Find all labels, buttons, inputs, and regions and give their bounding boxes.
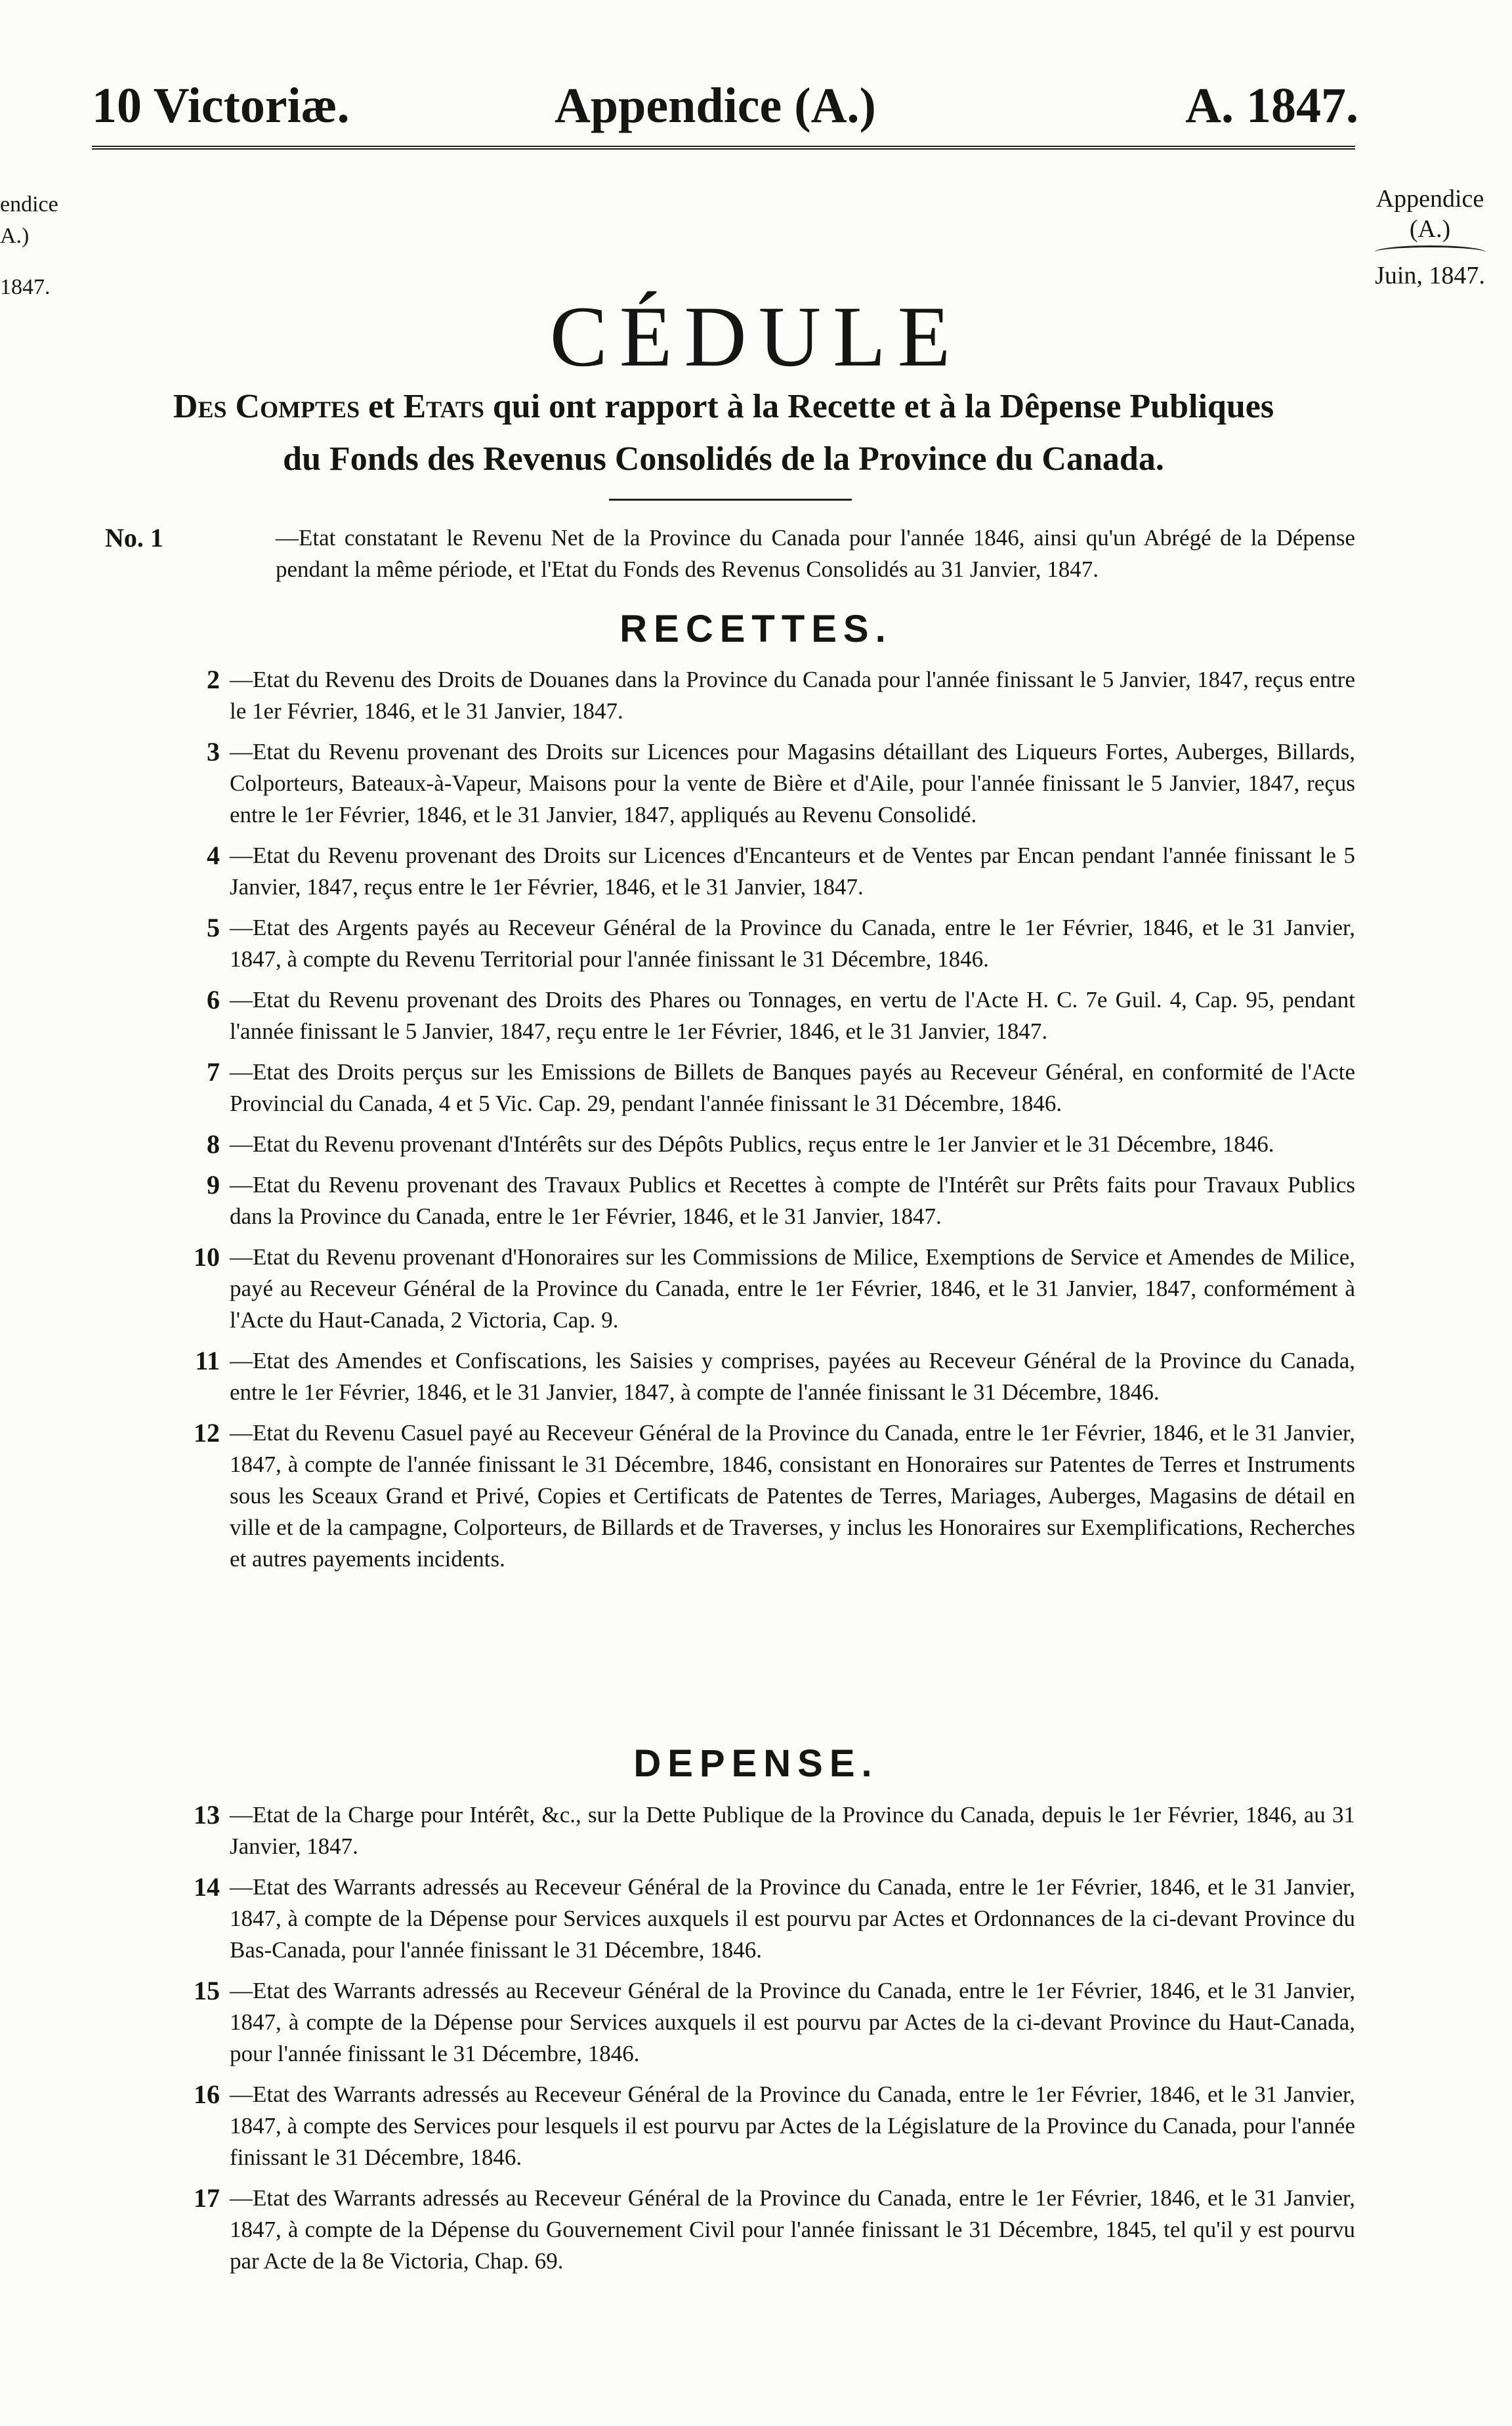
entry-number: No. 1 xyxy=(105,523,163,553)
entry-text: —Etat des Warrants adressés au Receveur Général de la Province du Canada, entre le 1er Février, 1846, et le 31 Janvier, 1847, à compte de la Dépense du Gouvernement Civil pour l'année finissant le 31 Décembre, 1845, tel qu'il y est pourvu par Acte de la 8e Victoria, Chap. 69. xyxy=(230,2185,1355,2274)
title-divider xyxy=(609,499,852,501)
right-margin-line1: Appendice xyxy=(1376,185,1484,213)
brace-icon xyxy=(1374,245,1486,259)
header-rule xyxy=(92,146,1355,150)
schedule-entry xyxy=(92,1872,1355,1966)
entry-text: —Etat du Revenu provenant des Travaux Publics et Recettes à compte de l'Intérêt sur Prêts faits pour Travaux Publics dans la Province du Canada, entre le 1er Février, 1846, et le 31 Janvier, 1847. xyxy=(230,1172,1355,1229)
right-margin-note xyxy=(1361,184,1499,291)
schedule-entry xyxy=(92,840,1355,903)
schedule-entry xyxy=(92,1129,1355,1160)
entry-number: 10 xyxy=(194,1242,220,1272)
document-subtitle xyxy=(92,381,1355,486)
header-year: A. 1847. xyxy=(1185,78,1358,133)
schedule-entry xyxy=(92,1345,1355,1408)
entry-number: 4 xyxy=(207,841,220,870)
left-margin-line3: 1847. xyxy=(0,275,51,299)
entry-list-depense xyxy=(92,1799,1355,2277)
left-margin-line2: A.) xyxy=(0,224,30,248)
entry-text: —Etat du Revenu des Droits de Douanes dans la Province du Canada pour l'année finissant le 5 Janvier, 1847, reçus entre le 1er Février, 1846, et le 31 Janvier, 1847. xyxy=(230,667,1355,724)
entry-text: —Etat des Warrants adressés au Receveur Général de la Province du Canada, entre le 1er Février, 1846, et le 31 Janvier, 1847, à compte de la Dépense pour Services auxquels il est pourvu par Actes de la ci-devant Province du Haut-Canada, pour l'année finissant le 31 Décembre, 1846. xyxy=(230,1978,1355,2066)
running-header xyxy=(92,77,1358,143)
entry-text: —Etat du Revenu provenant des Droits sur Licences pour Magasins détaillant des Liqueurs Fortes, Auberges, Billards, Colporteurs, Bateaux-à-Vapeur, Maisons pour la vente de Bière et d'Aile, pour l'année finissant le 5 Janvier, 1847, reçus entre le 1er Février, 1846, et le 31 Janvier, 1847, appliqués au Revenu Consolidé. xyxy=(230,739,1355,827)
entry-number: 2 xyxy=(207,665,220,694)
entry-number: 11 xyxy=(195,1346,220,1375)
entry-text: —Etat du Revenu provenant d'Honoraires sur les Commissions de Milice, Exemptions de Service et Amendes de Milice, payé au Receveur Général de la Province du Canada, entre le 1er Février, 1846, et le 31 Janvier, 1847, conformément à l'Acte du Haut-Canada, 2 Victoria, Cap. 9. xyxy=(230,1244,1355,1333)
entry-text: —Etat des Warrants adressés au Receveur Général de la Province du Canada, entre le 1er Février, 1846, et le 31 Janvier, 1847, à compte de la Dépense pour Services auxquels il est pourvu par Actes et Ordonnances de la ci-devant Province du Bas-Canada, pour l'année finissant le 31 Décembre, 1846. xyxy=(230,1874,1355,1963)
schedule-entry xyxy=(92,984,1355,1047)
entry-text: —Etat du Revenu provenant des Droits sur Licences d'Encanteurs et de Ventes par Encan pendant l'année finissant le 5 Janvier, 1847, reçus entre le 1er Février, 1846, et le 31 Janvier, 1847. xyxy=(230,843,1355,900)
subtitle-line2: du Fonds des Revenus Consolidés de la Province du Canada. xyxy=(283,440,1164,478)
schedule-entry xyxy=(92,522,1355,585)
entry-text: —Etat de la Charge pour Intérêt, &c., sur la Dette Publique de la Province du Canada, depuis le 1er Février, 1846, au 31 Janvier, 1847. xyxy=(230,1802,1355,1859)
schedule-entry xyxy=(92,2079,1355,2173)
subtitle-rest: qui ont rapport à la Recette et à la Dêpense Publiques xyxy=(492,388,1274,425)
schedule-entry xyxy=(92,736,1355,831)
entry-number: 8 xyxy=(207,1129,220,1159)
entry-text: —Etat des Droits perçus sur les Emissions de Billets de Banques payés au Receveur Général, en conformité de l'Acte Provincial du Canada, 4 et 5 Vic. Cap. 29, pendant l'année finissant le 31 Décembre, 1846. xyxy=(230,1059,1355,1116)
entry-number: 15 xyxy=(194,1976,220,2005)
entry-number: 6 xyxy=(207,985,220,1014)
entry-number: 7 xyxy=(207,1057,220,1087)
section-heading-depense: DEPENSE. xyxy=(633,1742,879,1785)
entry-number: 14 xyxy=(194,1872,220,1902)
schedule-entry xyxy=(92,912,1355,975)
entry-text: —Etat constatant le Revenu Net de la Province du Canada pour l'année 1846, ainsi qu'un Abrégé de la Dépense pendant la même période, et l'Etat du Fonds des Revenus Consolidés au 31 Janvier, 1847. xyxy=(276,525,1355,582)
entry-text: —Etat du Revenu provenant des Droits des Phares ou Tonnages, en vertu de l'Acte H. C. 7e Guil. 4, Cap. 95, pendant l'année finissant le 5 Janvier, 1847, reçu entre le 1er Février, 1846, et le 31 Janvier, 1847. xyxy=(230,987,1355,1044)
subtitle-word: Des xyxy=(173,388,227,425)
entry-text: —Etat des Amendes et Confiscations, les Saisies y comprises, payées au Receveur Général de la Province du Canada, entre le 1er Février, 1846, et le 31 Janvier, 1847, à compte de l'année finissant le 31 Décembre, 1846. xyxy=(230,1348,1355,1405)
schedule-entry xyxy=(92,1242,1355,1336)
header-appendix: Appendice (A.) xyxy=(555,78,876,133)
schedule-entry xyxy=(92,664,1355,727)
entry-text: —Etat des Warrants adressés au Receveur Général de la Province du Canada, entre le 1er Février, 1846, et le 31 Janvier, 1847, à compte des Services pour lesquels il est pourvu par Actes de la Législature de la Province du Canada, pour l'année finissant le 31 Décembre, 1846. xyxy=(230,2081,1355,2170)
header-session: 10 Victoriæ. xyxy=(92,78,350,133)
left-margin-line1: endice xyxy=(0,192,58,217)
entry-text: —Etat du Revenu Casuel payé au Receveur Général de la Province du Canada, entre le 1er Février, 1846, et le 31 Janvier, 1847, à compte de l'année finissant le 31 Décembre, 1846, consistant en Honoraires sur Patentes de Terres et Instruments sous les Sceaux Grand et Privé, Copies et Certificats de Patentes de Terres, Mariages, Auberges, Magasins de détail en ville et de la campagne, Colporteurs, de Billards et de Traverses, y inclus les Honoraires sur Exemplifications, Recherches et autres payements incidents. xyxy=(230,1420,1355,1572)
entry-number: 9 xyxy=(207,1170,220,1200)
document-title: CÉDULE xyxy=(549,288,963,385)
entry-number: 5 xyxy=(207,913,220,942)
right-margin-line2: (A.) xyxy=(1409,215,1451,243)
entry-text: —Etat du Revenu provenant d'Intérêts sur des Dépôts Publics, reçus entre le 1er Janvier et le 31 Décembre, 1846. xyxy=(230,1131,1274,1157)
entry-number: 17 xyxy=(194,2183,220,2213)
entry-number: 3 xyxy=(207,737,220,766)
subtitle-word: Etats xyxy=(403,388,484,425)
schedule-entry xyxy=(92,1169,1355,1232)
entry-number: 13 xyxy=(194,1800,220,1830)
schedule-entry xyxy=(92,2183,1355,2277)
section-heading-recettes: RECETTES. xyxy=(620,608,892,650)
schedule-entry xyxy=(92,1056,1355,1119)
entry-number: 16 xyxy=(194,2080,220,2109)
entry-list-general xyxy=(92,522,1355,585)
schedule-entry xyxy=(92,1975,1355,2070)
subtitle-word: et xyxy=(368,388,395,425)
right-margin-line3: Juin, 1847. xyxy=(1375,262,1485,289)
entry-number: 12 xyxy=(194,1418,220,1448)
subtitle-line1 xyxy=(92,381,1355,433)
entry-text: —Etat des Argents payés au Receveur Général de la Province du Canada, entre le 1er Février, 1846, et le 31 Janvier, 1847, à compte du Revenu Territorial pour l'année finissant le 31 Décembre, 1846. xyxy=(230,915,1355,972)
subtitle-word: Comptes xyxy=(235,388,360,425)
schedule-entry xyxy=(92,1417,1355,1575)
schedule-entry xyxy=(92,1799,1355,1862)
entry-list-recettes xyxy=(92,664,1355,1575)
